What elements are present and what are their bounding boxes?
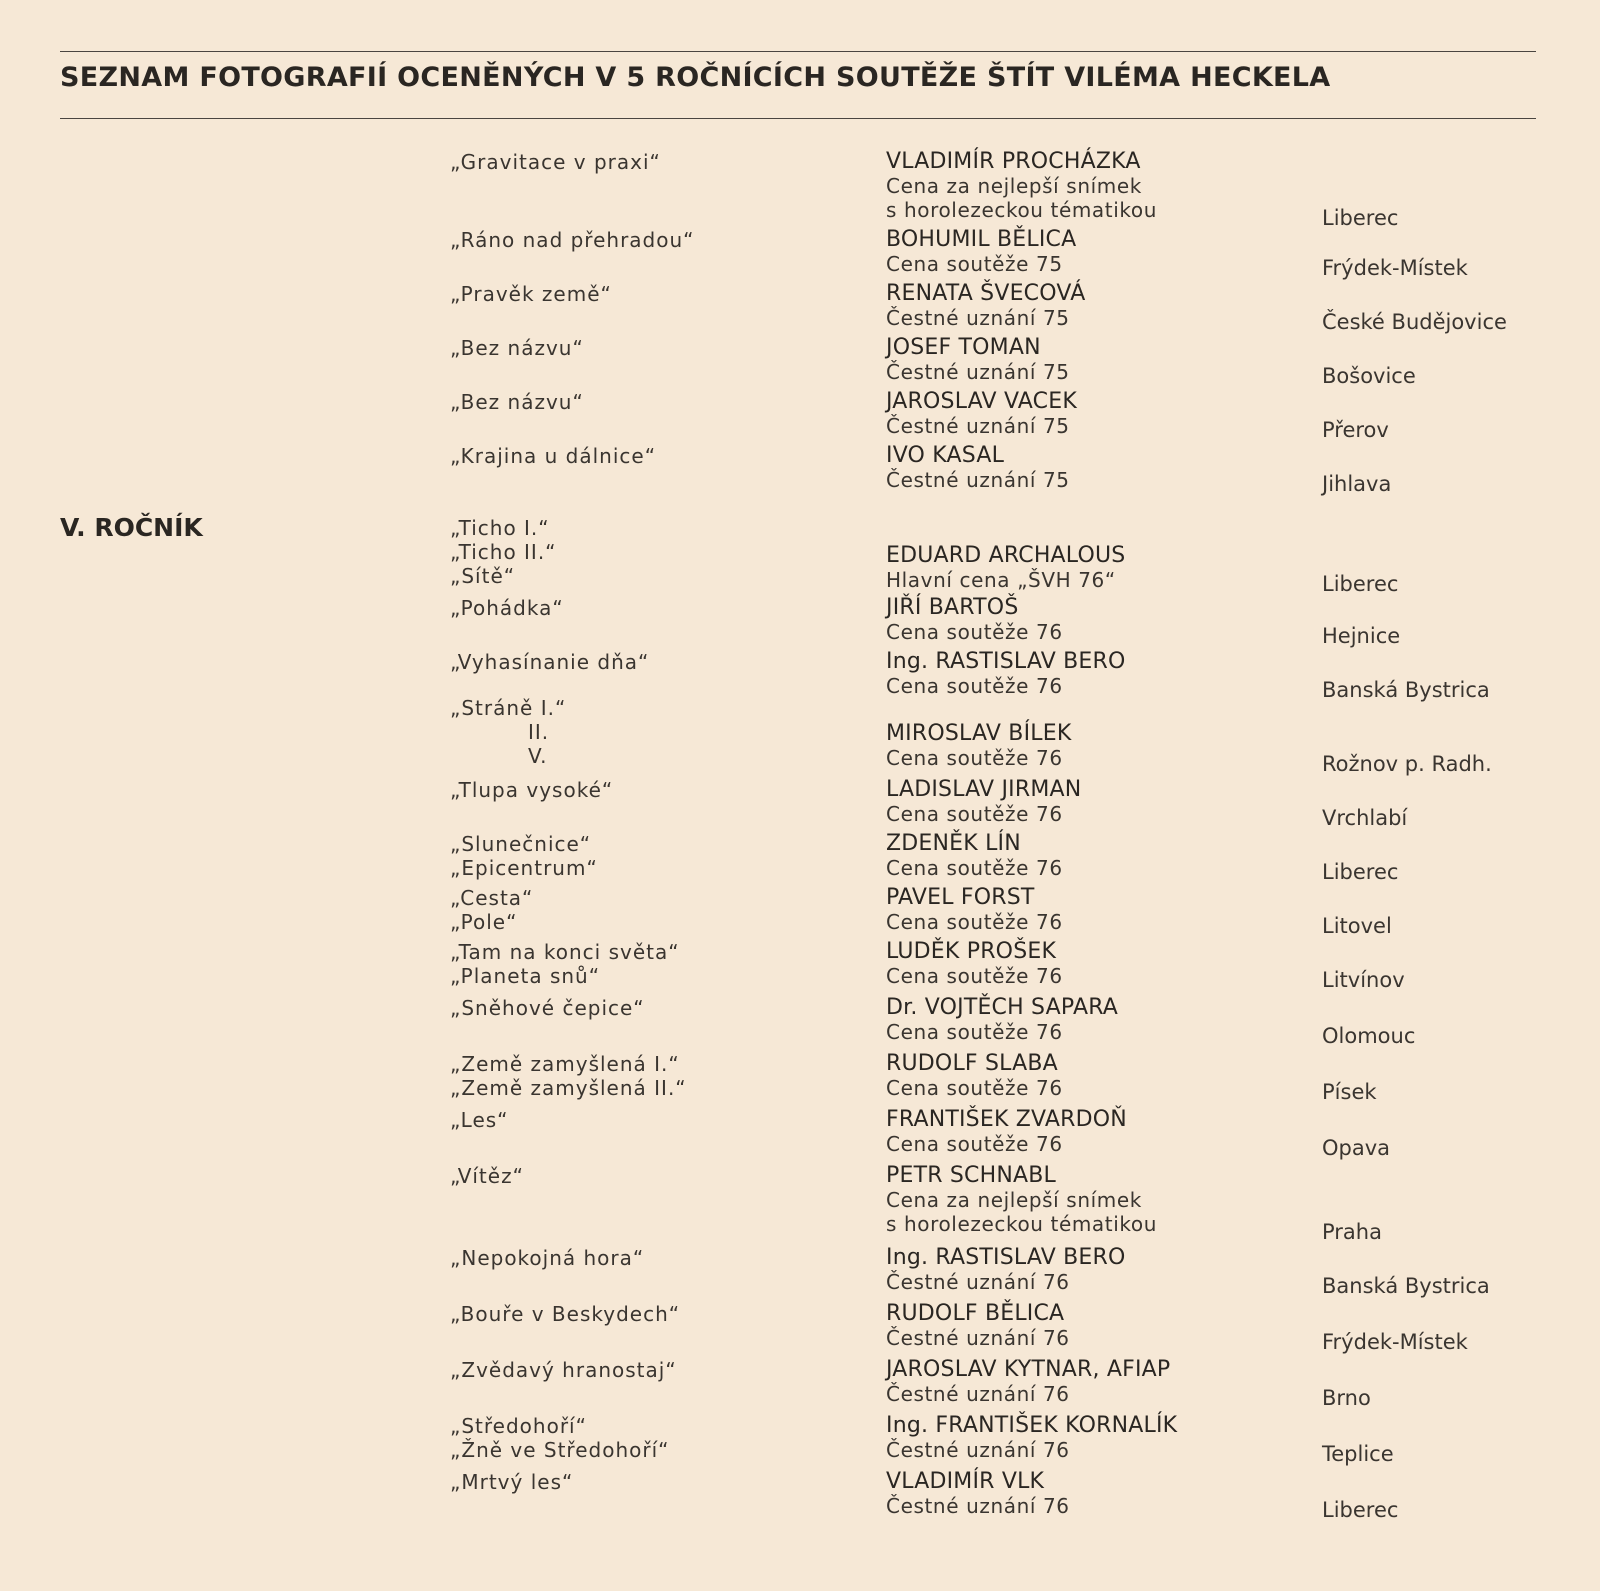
author-block bbox=[886, 1164, 1157, 1236]
author-city: Liberec bbox=[1322, 860, 1399, 884]
photo-titles bbox=[450, 150, 661, 174]
author-city: Vrchlabí bbox=[1322, 806, 1408, 830]
photo-title: „Ticho II.“ bbox=[450, 540, 557, 564]
award-label: Hlavní cena „ŠVH 76“ bbox=[886, 568, 1116, 592]
author-name: Ing. RASTISLAV BERO bbox=[886, 649, 1126, 674]
author-block bbox=[886, 996, 1118, 1044]
photo-titles bbox=[450, 336, 584, 360]
photo-title: „Sítě“ bbox=[450, 564, 516, 588]
author-block bbox=[886, 444, 1070, 492]
award-label: Čestné uznání 76 bbox=[886, 1438, 1070, 1462]
author-block bbox=[886, 596, 1063, 644]
photo-title: „Tam na konci světa“ bbox=[450, 940, 680, 964]
award-label: Cena soutěže 75 bbox=[886, 252, 1063, 276]
photo-title: „Ráno nad přehradou“ bbox=[450, 228, 695, 252]
author-city: Litovel bbox=[1322, 914, 1392, 938]
author-name: LUDĚK PROŠEK bbox=[886, 939, 1057, 964]
photo-titles bbox=[450, 886, 533, 934]
photo-title: „Bez názvu“ bbox=[450, 390, 584, 414]
photo-title: „Sněhové čepice“ bbox=[450, 996, 645, 1020]
author-city: Praha bbox=[1322, 1220, 1382, 1244]
photo-titles bbox=[450, 1108, 509, 1132]
author-city: Banská Bystrica bbox=[1322, 1274, 1490, 1298]
photo-titles bbox=[450, 1246, 644, 1270]
photo-titles bbox=[450, 1358, 677, 1382]
author-block bbox=[886, 1414, 1177, 1462]
photo-titles bbox=[450, 1164, 524, 1188]
photo-title: „Země zamyšlená I.“ bbox=[450, 1052, 680, 1076]
author-block bbox=[886, 1108, 1127, 1156]
award-label: Čestné uznání 75 bbox=[886, 360, 1070, 384]
author-city: Litvínov bbox=[1322, 968, 1405, 992]
author-city: Liberec bbox=[1322, 1498, 1399, 1522]
author-block bbox=[886, 336, 1070, 384]
author-city: Přerov bbox=[1322, 418, 1389, 442]
photo-titles bbox=[450, 1302, 680, 1326]
author-name: EDUARD ARCHALOUS bbox=[886, 543, 1126, 568]
author-name: VLADIMÍR VLK bbox=[886, 1469, 1045, 1494]
page-title: SEZNAM FOTOGRAFIÍ OCENĚNÝCH V 5 ROČNÍCÍCH SOUTĚŽE ŠTÍT VILÉMA HECKELA bbox=[60, 62, 1331, 93]
top-rule bbox=[60, 51, 1536, 52]
award-label: s horolezeckou tématikou bbox=[886, 1212, 1157, 1236]
author-block bbox=[886, 1246, 1126, 1294]
author-name: Dr. VOJTĚCH SAPARA bbox=[886, 995, 1119, 1020]
author-block bbox=[886, 544, 1125, 592]
award-label: Čestné uznání 75 bbox=[886, 306, 1070, 330]
author-name: JAROSLAV VACEK bbox=[886, 389, 1077, 414]
photo-titles bbox=[450, 996, 645, 1020]
author-name: FRANTIŠEK ZVARDOŇ bbox=[886, 1107, 1127, 1132]
photo-titles bbox=[450, 1470, 573, 1494]
award-label: Cena za nejlepší snímek bbox=[886, 174, 1142, 198]
photo-title: „Ticho I.“ bbox=[450, 516, 550, 540]
author-name: Ing. FRANTIŠEK KORNALÍK bbox=[886, 1413, 1178, 1438]
author-city: Hejnice bbox=[1322, 624, 1401, 648]
author-name: RENATA ŠVECOVÁ bbox=[886, 281, 1086, 306]
photo-titles bbox=[450, 596, 564, 620]
author-block bbox=[886, 1358, 1170, 1406]
photo-title: „Gravitace v praxi“ bbox=[450, 150, 661, 174]
photo-titles bbox=[450, 390, 584, 414]
author-name: MIROSLAV BÍLEK bbox=[886, 721, 1072, 746]
photo-title: „Les“ bbox=[450, 1108, 509, 1132]
author-block bbox=[886, 886, 1063, 934]
award-label: Cena soutěže 76 bbox=[886, 964, 1063, 988]
author-city: Frýdek-Místek bbox=[1322, 256, 1468, 280]
author-name: IVO KASAL bbox=[886, 443, 1005, 468]
author-city: České Budějovice bbox=[1322, 310, 1507, 334]
photo-title: „Bez názvu“ bbox=[450, 336, 584, 360]
author-city: Brno bbox=[1322, 1386, 1371, 1410]
author-city: Písek bbox=[1322, 1080, 1377, 1104]
author-block bbox=[886, 778, 1081, 826]
photo-title: „Stráně I.“ bbox=[450, 696, 567, 720]
photo-title: „Zvědavý hranostaj“ bbox=[450, 1358, 677, 1382]
photo-titles bbox=[450, 832, 598, 880]
photo-title: „Středohoří“ bbox=[450, 1414, 587, 1438]
photo-titles bbox=[450, 1052, 687, 1100]
author-block bbox=[886, 282, 1085, 330]
photo-title: II. bbox=[528, 720, 550, 744]
award-label: Čestné uznání 76 bbox=[886, 1326, 1070, 1350]
award-label: Čestné uznání 76 bbox=[886, 1270, 1070, 1294]
award-label: Cena soutěže 76 bbox=[886, 674, 1063, 698]
author-block bbox=[886, 722, 1071, 770]
photo-titles bbox=[450, 940, 680, 988]
author-block bbox=[886, 1052, 1063, 1100]
author-name: LADISLAV JIRMAN bbox=[886, 777, 1082, 802]
photo-title: „Krajina u dálnice“ bbox=[450, 444, 657, 468]
photo-titles bbox=[450, 516, 557, 588]
author-city: Liberec bbox=[1322, 572, 1399, 596]
author-name: RUDOLF SLABA bbox=[886, 1051, 1058, 1076]
award-label: Cena soutěže 76 bbox=[886, 620, 1063, 644]
photo-title: „Tlupa vysoké“ bbox=[450, 778, 614, 802]
photo-titles bbox=[450, 778, 613, 802]
author-name: Ing. RASTISLAV BERO bbox=[886, 1245, 1126, 1270]
author-block bbox=[886, 940, 1063, 988]
photo-title: „Vítěz“ bbox=[450, 1164, 524, 1188]
photo-title: „Mrtvý les“ bbox=[450, 1470, 574, 1494]
photo-title: „Pole“ bbox=[450, 910, 518, 934]
author-city: Bošovice bbox=[1322, 364, 1416, 388]
author-name: JAROSLAV KYTNAR, AFIAP bbox=[886, 1357, 1171, 1382]
photo-title: „Slunečnice“ bbox=[450, 832, 592, 856]
award-label: Cena soutěže 76 bbox=[886, 856, 1063, 880]
author-block bbox=[886, 832, 1063, 880]
photo-title: V. bbox=[528, 744, 548, 768]
photo-title: „Cesta“ bbox=[450, 886, 534, 910]
author-name: ZDENĚK LÍN bbox=[886, 831, 1021, 856]
author-city: Frýdek-Místek bbox=[1322, 1330, 1468, 1354]
award-label: Cena soutěže 76 bbox=[886, 910, 1063, 934]
award-label: Čestné uznání 76 bbox=[886, 1382, 1070, 1406]
photo-title: „Nepokojná hora“ bbox=[450, 1246, 645, 1270]
author-city: Opava bbox=[1322, 1136, 1391, 1160]
author-city: Banská Bystrica bbox=[1322, 678, 1490, 702]
award-label: Čestné uznání 75 bbox=[886, 468, 1070, 492]
photo-titles bbox=[450, 282, 612, 306]
photo-titles bbox=[450, 650, 649, 674]
author-block bbox=[886, 390, 1077, 438]
award-label: Čestné uznání 76 bbox=[886, 1494, 1070, 1518]
photo-title: „Vyhasínanie dňa“ bbox=[450, 650, 650, 674]
author-name: PAVEL FORST bbox=[886, 885, 1035, 910]
award-label: Cena soutěže 76 bbox=[886, 1020, 1063, 1044]
award-label: Čestné uznání 75 bbox=[886, 414, 1070, 438]
author-city: Olomouc bbox=[1322, 1024, 1416, 1048]
author-city: Jihlava bbox=[1322, 472, 1392, 496]
photo-title: „Bouře v Beskydech“ bbox=[450, 1302, 681, 1326]
photo-title: „Pohádka“ bbox=[450, 596, 564, 620]
author-name: RUDOLF BĚLICA bbox=[886, 1301, 1065, 1326]
photo-title: „Planeta snů“ bbox=[450, 964, 601, 988]
award-label: Cena soutěže 76 bbox=[886, 1076, 1063, 1100]
photo-title: „Země zamyšlená II.“ bbox=[450, 1076, 687, 1100]
author-block bbox=[886, 228, 1076, 276]
author-block bbox=[886, 1302, 1070, 1350]
author-block bbox=[886, 150, 1157, 222]
author-name: VLADIMÍR PROCHÁZKA bbox=[886, 149, 1141, 174]
author-city: Rožnov p. Radh. bbox=[1322, 752, 1492, 776]
author-city: Teplice bbox=[1322, 1442, 1394, 1466]
award-label: s horolezeckou tématikou bbox=[886, 198, 1157, 222]
award-label: Cena soutěže 76 bbox=[886, 746, 1063, 770]
award-label: Cena soutěže 76 bbox=[886, 802, 1063, 826]
author-name: JOSEF TOMAN bbox=[886, 335, 1041, 360]
photo-titles bbox=[450, 228, 695, 252]
author-name: JIŘÍ BARTOŠ bbox=[886, 595, 1019, 620]
award-label: Cena za nejlepší snímek bbox=[886, 1188, 1142, 1212]
author-name: PETR SCHNABL bbox=[886, 1163, 1057, 1188]
section-heading: V. ROČNÍK bbox=[60, 513, 203, 542]
bottom-rule bbox=[60, 118, 1536, 119]
photo-titles bbox=[450, 1414, 670, 1462]
photo-titles bbox=[450, 696, 566, 768]
author-name: BOHUMIL BĚLICA bbox=[886, 227, 1077, 252]
photo-titles bbox=[450, 444, 656, 468]
award-label: Cena soutěže 76 bbox=[886, 1132, 1063, 1156]
author-block bbox=[886, 650, 1126, 698]
author-city: Liberec bbox=[1322, 206, 1399, 230]
photo-title: „Epicentrum“ bbox=[450, 856, 598, 880]
author-block bbox=[886, 1470, 1070, 1518]
photo-title: „Pravěk země“ bbox=[450, 282, 612, 306]
photo-title: „Žně ve Středohoří“ bbox=[450, 1438, 670, 1462]
